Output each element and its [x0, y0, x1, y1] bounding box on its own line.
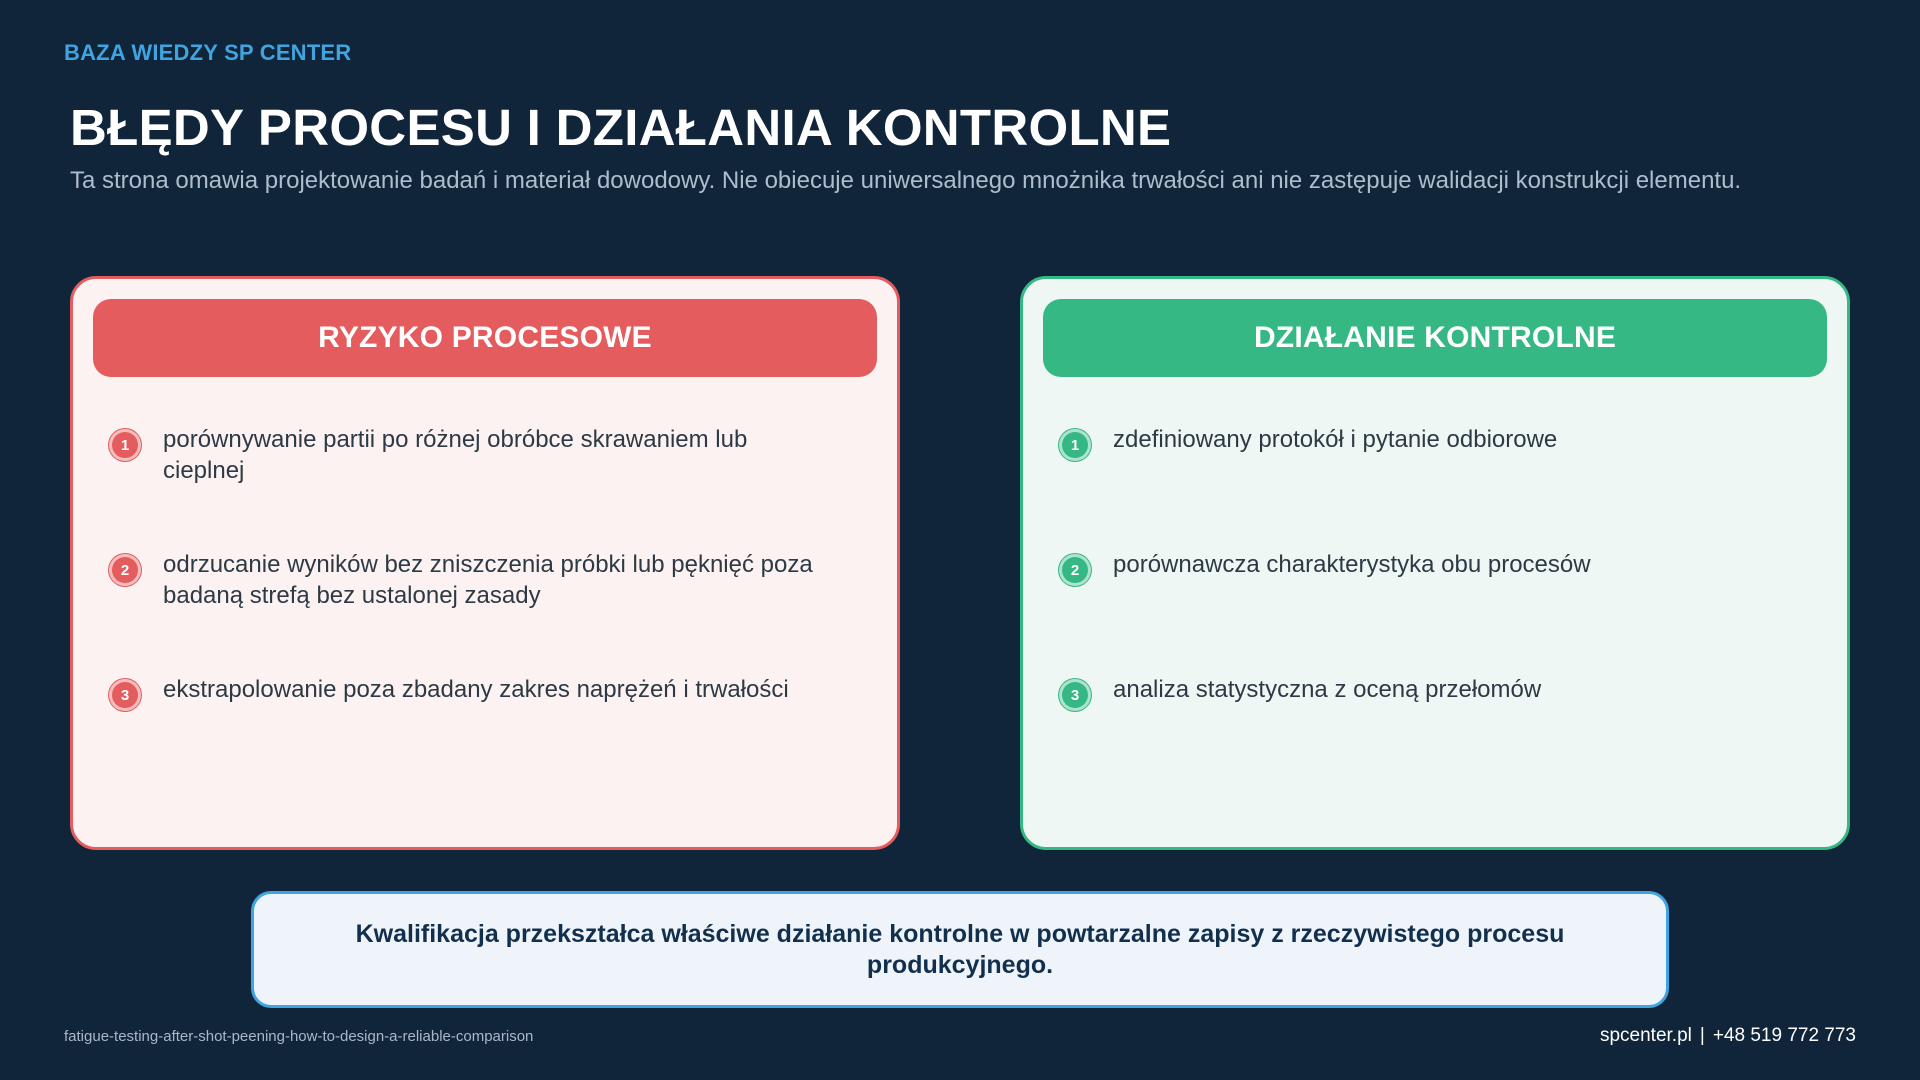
footer-separator: |: [1699, 1025, 1705, 1046]
footer-website[interactable]: spcenter.pl: [1599, 1025, 1692, 1046]
footer-contact: [1600, 1025, 1856, 1047]
risk-item-number-badge: 3: [109, 679, 141, 711]
summary-callout-text: Kwalifikacja przekształca właściwe działanie kontrolne w powtarzalne zapisy z rzeczywistego procesu produkcyjnego.: [355, 919, 1565, 979]
control-item-text: zdefiniowany protokół i pytanie odbiorowe: [1113, 426, 1558, 453]
risk-card-heading: RYZYKO PROCESOWE: [93, 299, 877, 377]
control-card-heading: DZIAŁANIE KONTROLNE: [1043, 299, 1827, 377]
brand-label: BAZA WIEDZY SP CENTER: [64, 40, 352, 65]
control-item-number-badge: 2: [1059, 554, 1091, 586]
risk-item-number-badge: 1: [109, 429, 141, 461]
risk-item-text: porównywanie partii po różnej obróbce skrawaniem lub cieplnej: [163, 426, 748, 484]
control-item-text: analiza statystyczna z oceną przełomów: [1113, 676, 1542, 703]
page-subtitle: Ta strona omawia projektowanie badań i materiał dowodowy. Nie obiecuje uniwersalnego mnożnika trwałości ani nie zastępuje walidacji konstrukcji elementu.: [70, 167, 1742, 194]
control-item-number-badge: 3: [1059, 679, 1091, 711]
control-item-text: porównawcza charakterystyka obu procesów: [1113, 551, 1591, 578]
footer-phone[interactable]: +48 519 772 773: [1712, 1025, 1856, 1046]
risk-item-text: ekstrapolowanie poza zbadany zakres naprężeń i trwałości: [163, 676, 789, 703]
risk-item-number-badge: 2: [109, 554, 141, 586]
footer-slug: fatigue-testing-after-shot-peening-how-to-design-a-reliable-comparison: [64, 1028, 534, 1045]
control-item-number-badge: 1: [1059, 429, 1091, 461]
summary-callout: [251, 891, 1669, 1008]
risk-item-text: odrzucanie wyników bez zniszczenia próbki lub pęknięć poza badaną strefą bez ustalonej zasady: [163, 551, 813, 609]
page-title: BŁĘDY PROCESU I DZIAŁANIA KONTROLNE: [70, 99, 1172, 156]
risk-card: [70, 276, 900, 850]
control-card: [1020, 276, 1850, 850]
